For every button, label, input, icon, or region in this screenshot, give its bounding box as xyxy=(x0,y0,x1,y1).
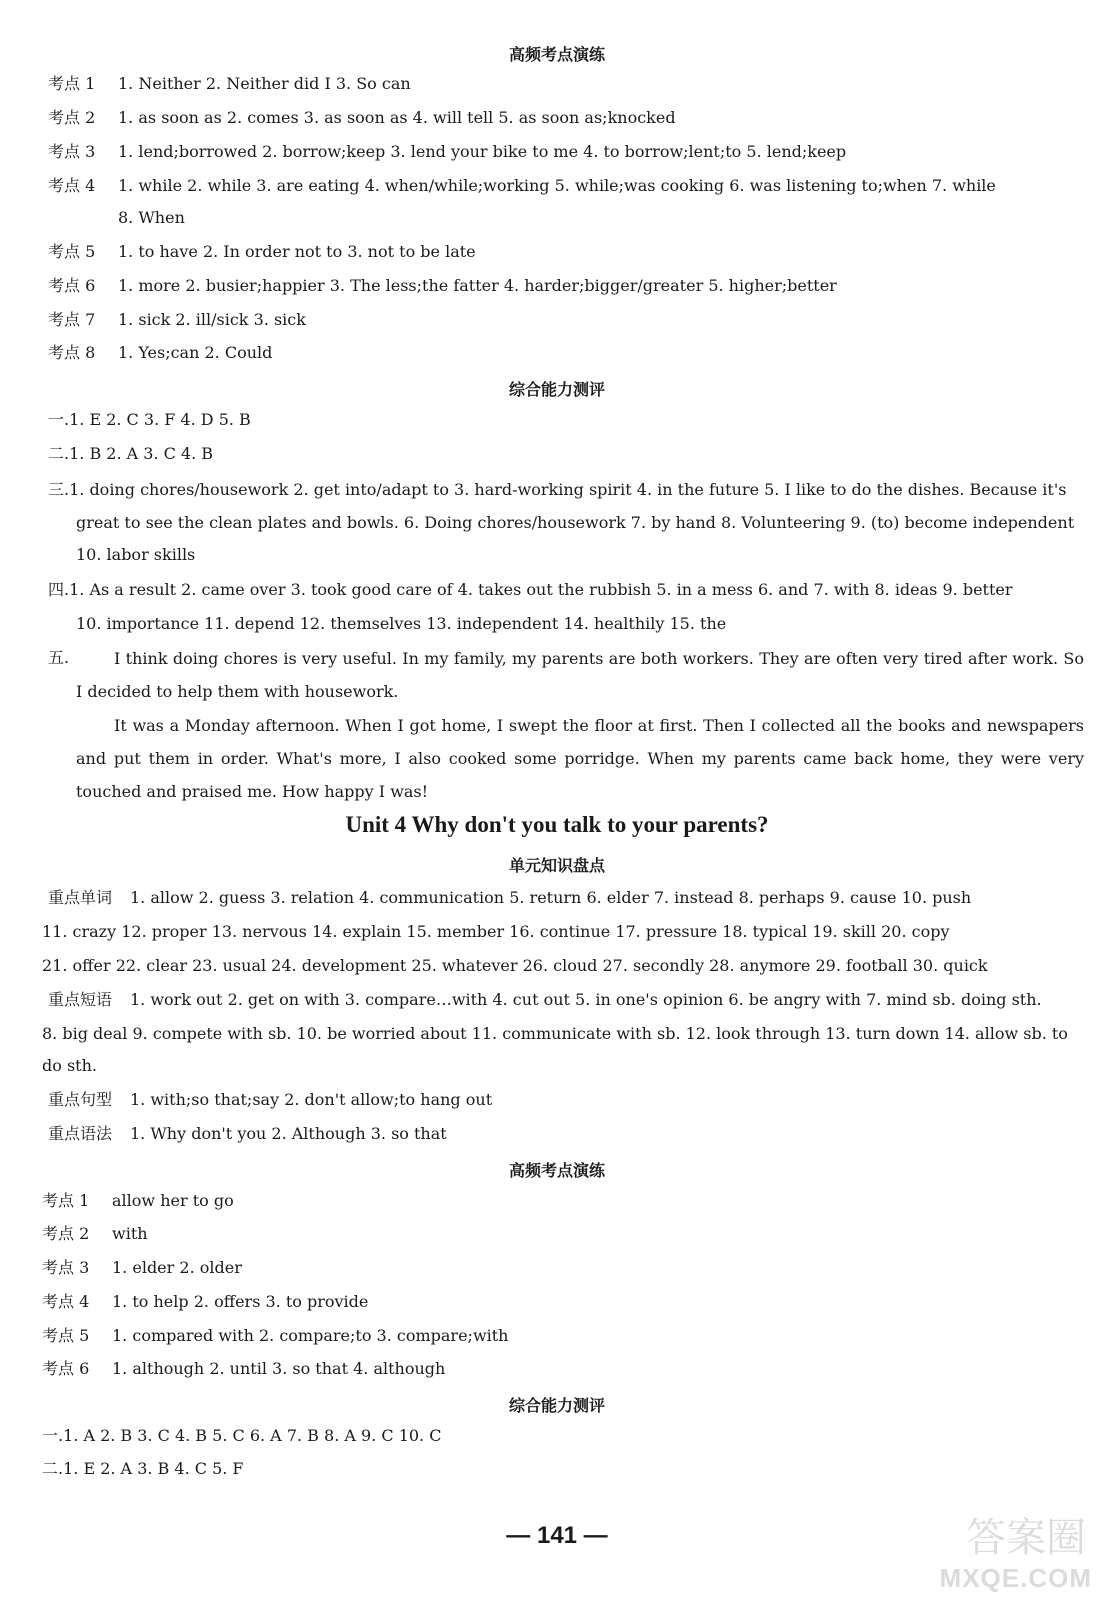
answer-line xyxy=(42,1326,1090,1346)
item-text: 1. Why don't you 2. Although 3. so that xyxy=(130,1124,447,1143)
unit-title: Unit 4 Why don't you talk to your parents? xyxy=(345,812,769,837)
item-label: 考点 4 xyxy=(48,176,96,195)
watermark-logo-icon: 答案圈 xyxy=(966,1515,1086,1561)
item-label: 重点句型 xyxy=(48,1090,113,1109)
item-text: 1. elder 2. older xyxy=(112,1258,242,1277)
section-heading: 高频考点演练 xyxy=(508,1161,605,1180)
essay-paragraph: It was a Monday afternoon. When I got home, I swept the floor at first. Then I collected all the books and newspapers and put them in order. What's more, I also cooked some porridge. When my parents came back home, they were very touched and praised me. How happy I was! xyxy=(76,716,1084,801)
item-text: 1. while 2. while 3. are eating 4. when/while;working 5. while;was cooking 6. was listening to;when 7. while xyxy=(118,176,996,195)
item-text: 1. to help 2. offers 3. to provide xyxy=(112,1292,369,1311)
answer-line: 一.1. E 2. C 3. F 4. D 5. B xyxy=(48,410,251,429)
answer-line xyxy=(48,310,1090,330)
answer-line: 一.1. A 2. B 3. C 4. B 5. C 6. A 7. B 8. A 9. C 10. C xyxy=(42,1426,442,1445)
answer-line: 8. big deal 9. compete with sb. 10. be worried about 11. communicate with sb. 12. look through 13. turn down 14. allow sb. to xyxy=(42,1024,1068,1043)
item-text: 1. to have 2. In order not to 3. not to be late xyxy=(118,242,476,261)
answer-line xyxy=(48,1124,1090,1144)
item-text: with xyxy=(112,1224,148,1243)
item-text: 1. compared with 2. compare;to 3. compare;with xyxy=(112,1326,509,1345)
item-label: 重点单词 xyxy=(48,888,113,907)
item-label: 考点 6 xyxy=(42,1359,90,1378)
answer-line xyxy=(48,176,1090,196)
item-text: 8. When xyxy=(118,208,185,227)
answer-line xyxy=(48,142,1090,162)
answer-line xyxy=(48,108,1090,128)
item-text: 1. although 2. until 3. so that 4. although xyxy=(112,1359,446,1378)
item-text: allow her to go xyxy=(112,1191,234,1210)
item-label: 考点 1 xyxy=(42,1191,90,1210)
item-text: 1. as soon as 2. comes 3. as soon as 4. will tell 5. as soon as;knocked xyxy=(118,108,676,127)
essay-label: 五. xyxy=(48,648,70,667)
answer-line xyxy=(42,1359,1090,1379)
answer-line: 10. importance 11. depend 12. themselves 13. independent 14. healthily 15. the xyxy=(76,614,727,633)
section-heading: 高频考点演练 xyxy=(508,45,605,64)
item-label: 考点 5 xyxy=(42,1326,90,1345)
answer-line xyxy=(48,990,1090,1010)
item-text: 1. allow 2. guess 3. relation 4. communication 5. return 6. elder 7. instead 8. perhaps 9. cause 10. push xyxy=(130,888,972,907)
item-label: 考点 2 xyxy=(48,108,96,127)
answer-line: 21. offer 22. clear 23. usual 24. development 25. whatever 26. cloud 27. secondly 28. anymore 29. football 30. quick xyxy=(42,956,988,975)
answer-line: 10. labor skills xyxy=(76,545,196,564)
watermark-text: MXQE.COM xyxy=(939,1563,1092,1593)
answer-line xyxy=(48,343,1090,363)
item-label: 考点 7 xyxy=(48,310,96,329)
item-text: 1. more 2. busier;happier 3. The less;the fatter 4. harder;bigger/greater 5. higher;better xyxy=(118,276,837,295)
answer-line: 二.1. E 2. A 3. B 4. C 5. F xyxy=(42,1459,244,1478)
answer-line xyxy=(42,1292,1090,1312)
section-heading: 综合能力测评 xyxy=(508,380,605,399)
item-label: 考点 1 xyxy=(48,74,96,93)
item-label: 考点 6 xyxy=(48,276,96,295)
answer-line xyxy=(42,1258,1090,1278)
answer-line xyxy=(42,1224,1090,1244)
item-label: 重点短语 xyxy=(48,990,113,1009)
item-label: 重点语法 xyxy=(48,1124,113,1143)
answer-line: 二.1. B 2. A 3. C 4. B xyxy=(48,444,214,463)
answer-line: do sth. xyxy=(42,1056,97,1075)
item-text: 1. lend;borrowed 2. borrow;keep 3. lend your bike to me 4. to borrow;lent;to 5. lend;keep xyxy=(118,142,847,161)
answer-line: 四.1. As a result 2. came over 3. took good care of 4. takes out the rubbish 5. in a mess 6. and 7. with 8. ideas 9. better xyxy=(48,580,1013,599)
item-label: 考点 4 xyxy=(42,1292,90,1311)
item-text: 1. with;so that;say 2. don't allow;to hang out xyxy=(130,1090,493,1109)
answer-line xyxy=(48,276,1090,296)
page-number: — 141 — xyxy=(506,1522,608,1549)
item-text: 1. Yes;can 2. Could xyxy=(118,343,273,362)
answer-line xyxy=(42,1191,1090,1211)
item-text: 1. work out 2. get on with 3. compare…with 4. cut out 5. in one's opinion 6. be angry with 7. mind sb. doing sth. xyxy=(130,990,1042,1009)
item-label: 考点 3 xyxy=(48,142,96,161)
item-label: 考点 2 xyxy=(42,1224,90,1243)
answer-line xyxy=(48,242,1090,262)
essay-paragraph: I think doing chores is very useful. In my family, my parents are both workers. They are often very tired after work. So I decided to help them with housework. xyxy=(76,649,1084,701)
item-label: 考点 8 xyxy=(48,343,96,362)
answer-line: 11. crazy 12. proper 13. nervous 14. explain 15. member 16. continue 17. pressure 18. typical 19. skill 20. copy xyxy=(42,922,950,941)
answer-line: great to see the clean plates and bowls. 6. Doing chores/housework 7. by hand 8. Volunteering 9. (to) become independent xyxy=(76,513,1075,532)
answer-line xyxy=(48,1090,1090,1110)
item-text: 1. sick 2. ill/sick 3. sick xyxy=(118,310,306,329)
section-heading: 综合能力测评 xyxy=(508,1396,605,1415)
item-text: 1. Neither 2. Neither did I 3. So can xyxy=(118,74,411,93)
answer-line: 三.1. doing chores/housework 2. get into/adapt to 3. hard-working spirit 4. in the future 5. I like to do the dishes. Because it's xyxy=(48,480,1067,499)
watermark xyxy=(872,1506,1092,1594)
answer-line xyxy=(48,74,1090,94)
section-heading: 单元知识盘点 xyxy=(508,856,605,875)
item-label: 考点 5 xyxy=(48,242,96,261)
answer-line xyxy=(48,208,1090,228)
item-label: 考点 3 xyxy=(42,1258,90,1277)
answer-line xyxy=(48,888,1090,908)
